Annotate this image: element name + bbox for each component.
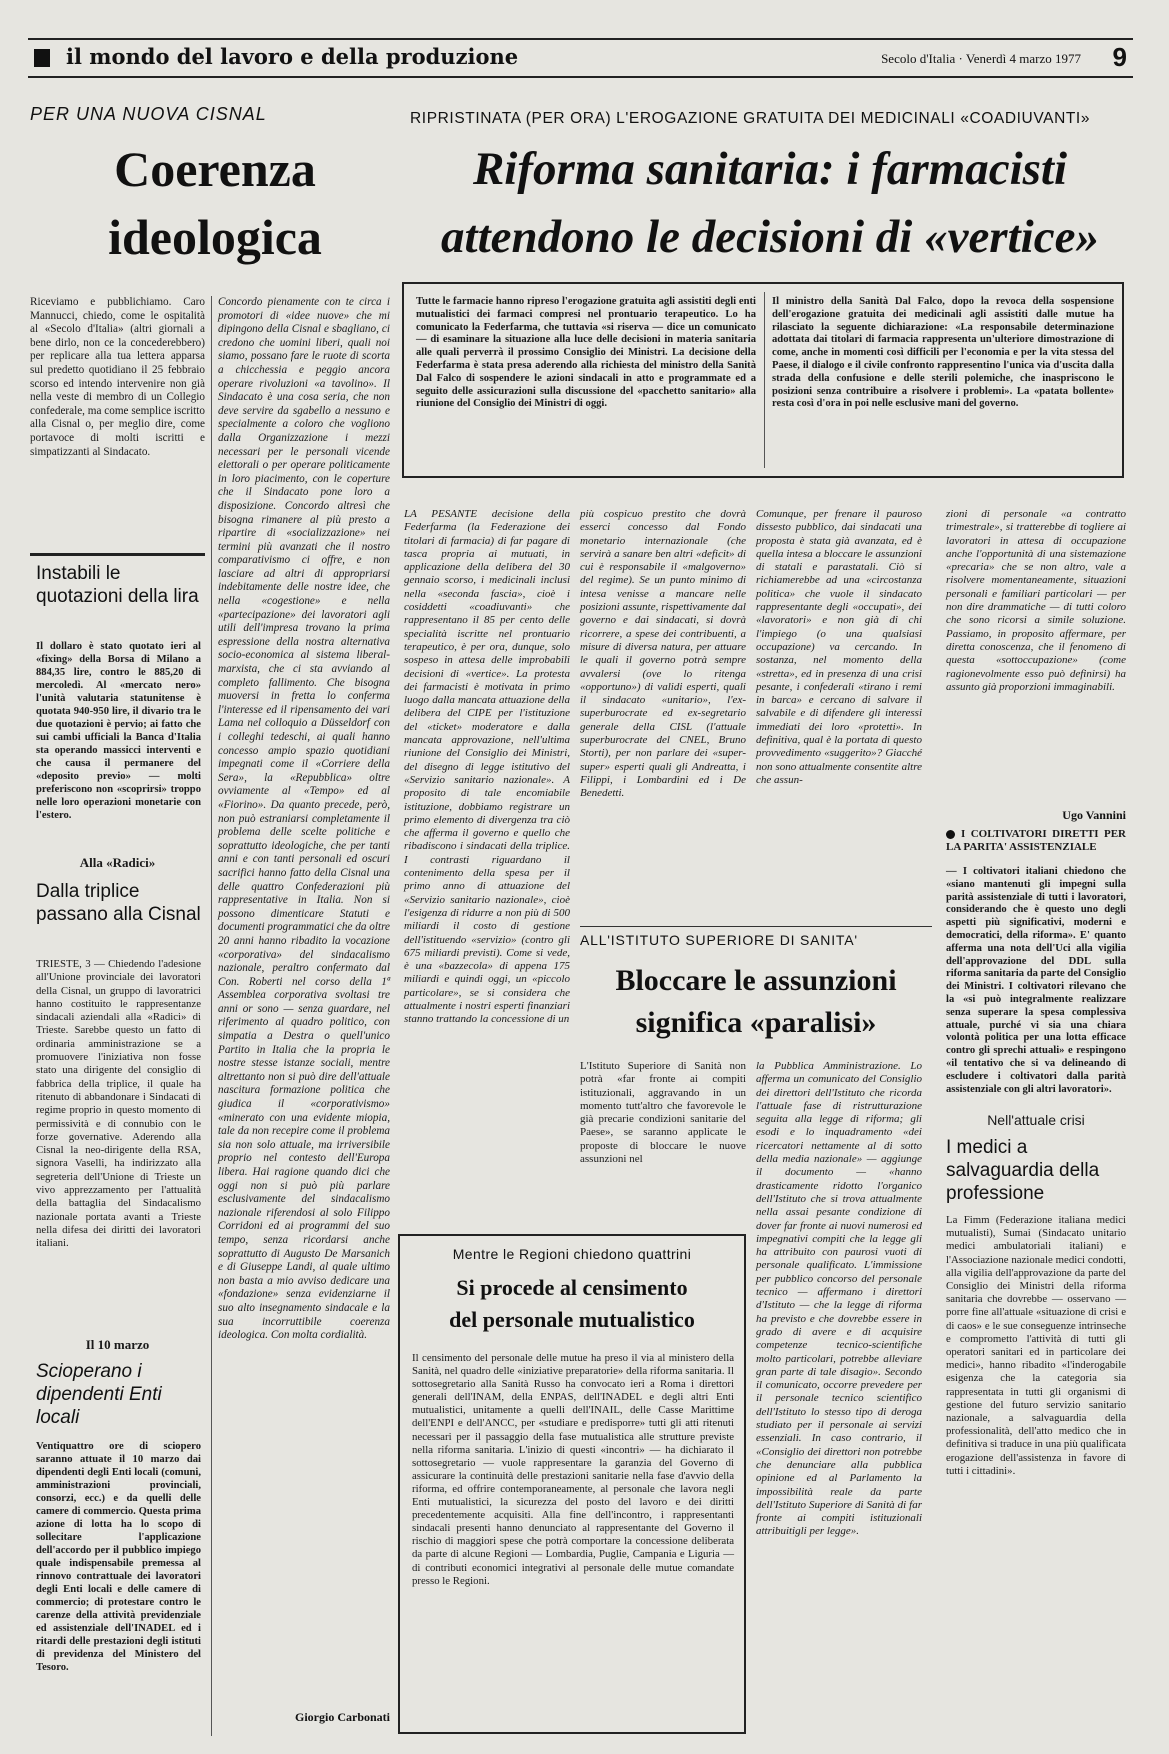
farmacisti-col4-text: zioni di personale «a contratto trimestrale», si tratterebbe di togliere ai lavoratori in attesa di occupazione anche l'opportunità di una sistemazione «precaria» che se non altro, vale a risolvere momentaneamente, situazioni personali e familiari particolari — per non dire drammatiche — di tutti coloro che sono ricorsi a simile soluzione. Passiamo, in proposito affermare, per diretta conoscenza, che il fenomeno di questa «sottoccupazione» (come ragionevolmente esso può definirsi) ha assunto già proporzioni immaginabili.: [946, 508, 1126, 693]
radici-kicker: Alla «Radici»: [79, 855, 156, 870]
coerenza-signature: Giorgio Carbonati: [295, 1710, 390, 1724]
sciopero-title: Scioperano i dipendenti Enti locali: [36, 1361, 162, 1428]
lira-body: Il dollaro è stato quotato ieri al «fixing» della Borsa di Milano a 884,35 lire, contro le 885,20 di mercoledì. Al «mercato nero» l'unità valutaria statunitense è quotata 940-950 lire, il divario tra le due quotazioni è pervio; ai fatto che sui cambi ufficiali la Banca d'Italia sta operando massicci interventi e che causa il permanere del «deposito previo» — molti preferiscono non «scoprirsi» troppo nelle loro operazioni monetarie con l'estero.: [36, 641, 201, 821]
assunzioni-kicker: ALL'ISTITUTO SUPERIORE DI SANITA': [580, 932, 858, 948]
coltivatori-body: — I coltivatori italiani chiedono che «siano mantenuti gli impegni sulla parità assistenziale di tutti i lavoratori, considerando che è questo uno degli aspetti più significativi, moderni e democratici, della riforma». E' quanto afferma una nota dell'Uci alla vigilia dell'approvazione del DDL sulla riforma sanitaria da parte del Consiglio dei Ministri. I coltivatori rilevano che la «si può integralmente realizzare senza superare la spesa complessiva attuale, purché vi sia una chiara volontà politica per una lotta efficace contro gli sprechi attuali» e respingono «il tentativo che si va delineando di escludere i coltivatori dalla parità assistenziale con gli altri lavoratori».: [946, 866, 1126, 1095]
assunzioni-col1: [580, 1060, 746, 1218]
farmacisti-title-line1: Riforma sanitaria: i farmacisti: [472, 143, 1068, 195]
farmacisti-col3: [756, 508, 922, 924]
coerenza-title-line1: Coerenza: [114, 141, 316, 197]
coerenza-col1-text: Riceviamo e pubblichiamo. Caro Mannucci, chiedo, come le ospitalità al «Secolo d'Italia» (altri giornali a bene dirlo, non ce la concederebbero) per replicare alla tua lettera apparsa sul predetto quotidiano il 25 febbraio scorso ed intendo intervenire non già nella veste di membro di un Collegio confederale, ma come semplice iscritto alla Cisnal o, per meglio dire, come portavoce di molti iscritti e simpatizzanti al Sindacato.: [30, 296, 205, 458]
censimento-kicker: Mentre le Regioni chiedono quattrini: [452, 1246, 692, 1262]
coerenza-kicker: PER UNA NUOVA CISNAL: [30, 104, 267, 124]
lira-top-rule: [30, 553, 205, 556]
medici-title: I medici a salvaguardia della professione: [946, 1137, 1100, 1204]
sciopero-body: Ventiquattro ore di sciopero saranno attuate il 10 marzo dai dipendenti degli Enti locali (comuni, amministrazioni provinciali, consorzi, ecc.) e da quelli delle camere di commercio. Questa prima azione di lotta ha lo scopo di sollecitare l'applicazione dell'accordo per il pubblico impiego quale indispensabile premessa al rinnovo contrattuale dei lavoratori degli Enti locali e delle camere di commercio; di protestare contro le carenze della attività previdenziale ed assistenziale dell'INADEL ed i ritardi delle prestazioni degli istituti di previdenza del Ministero del Tesoro.: [36, 1441, 201, 1673]
farmacisti-box-left: Tutte le farmacie hanno ripreso l'erogazione gratuita agli assistiti degli enti mutualistici dei farmaci compresi nel prontuario terapeutico. Lo ha comunicato la Federfarma, che tuttavia «si riserva — dice un comunicato — di esaminare la situazione alla luce delle decisioni in materia sanitaria alle quali perverrà il prossimo Consiglio dei Ministri. La decisione della Federfarma è stata presa aderendo alla richiesta del ministro della Sanità Dal Falco di sospendere le azioni sindacali in atto e programmate ed a seguito delle assicurazioni sulla discussione del «pacchetto sanitario» alla riunione del Consiglio dei Ministri di oggi.: [416, 296, 756, 410]
column-divider: [211, 296, 212, 1736]
farmacisti-box-right: Il ministro della Sanità Dal Falco, dopo la revoca della sospensione dell'erogazione gratuita dei medicinali agli assistiti dalle mutue ha rilasciato la seguente dichiarazione: «La responsabile determinazione adottata dai titolari di farmacia rappresenta un'ulteriore dimostrazione di come, anche in momenti così difficili per l'economia e per la vita stessa del Paese, il dialogo e il civile confronto rappresentino l'unica via d'uscita dalla strada della confusione e delle sterili polemiche, che inaspriscono le posizioni senza contribuire a risolvere i problemi». La «patata bollente» resta così d'ora in poi nelle esclusive mani del governo.: [772, 296, 1114, 410]
coltivatori-title: [946, 828, 1126, 864]
section-title: il mondo del lavoro e della produzione: [66, 44, 519, 69]
masthead: [28, 38, 1133, 78]
section-square-icon: [34, 49, 50, 67]
censimento-title-line2: del personale mutualistico: [449, 1307, 695, 1332]
censimento-title-line1: Si procede al censimento: [456, 1275, 688, 1300]
coerenza-col1: [30, 296, 205, 561]
lira-title: Instabili le quotazioni della lira: [36, 563, 199, 607]
box-divider: [764, 292, 765, 468]
coerenza-title-line2: ideologica: [108, 209, 322, 265]
farmacisti-col1-text: LA PESANTE decisione della Federfarma (la Federazione dei titolari di farmacia) di far pagare di tasca propria ai mutuati, in applicazione della delibera del 30 gennaio scorso, i medicinali inclusi nella «seconda fascia», cioè i cosiddetti «coadiuvanti» che rappresentano il 85 per cento delle specialità iscritte nel prontuario terapeutico, è per ora, dunque, solo sospeso in attesa delle improbabili decisioni di «vertice». La protesta dei farmacisti è motivata in primo luogo dalla mancata attuazione della delibera del CIPE per l'istituzione del «ticket» moderatore e dalla mancata approvazione, nell'ultima riunione del Consiglio dei Ministri, del disegno di legge istitutivo del «Servizio sanitario nazionale». A proposito di tale encomiabile istituzione, dobbiamo registrare un primo elemento di divergenza tra ciò che afferma il governo e quello che ribadiscono i sindacati della triplice. I contrasti riguardano il contenimento della spesa per il primo anno di attuazione del «Servizio sanitario nazionale», cioè l'esigenza di ridurre a non più di 500 miliardi il costo di gestione dell'istituendo «servizio» (contro gli 675 miliardi previsti). Come si vede, è una «bazzecola» di appena 175 miliardi e quindi oggi, un «piccolo particolare», se si considera che attualmente i nostri esperti finanziari stanno trattando la concessione di un: [404, 508, 570, 1026]
coerenza-col2-text: Concordo pienamente con te circa i promotori di «idee nuove» che mi dipingono della Cisnal e sbagliano, ci credono che uomini liberi, quali noi siamo, possano fare le ruote di scorta a chicchessia e peggio ancora operare rivoluzioni «a tavolino». Il Sindacato è una cosa seria, che non deve servire da sgabello a nessuno e specialmente a coloro che vogliono dalla Organizzazione i mezzi necessari per le personali vicende elettorali o per operare politicamente in loro piacimento, con le coperture che il Sindacato pone loro a disposizione. Concordo altresì che bisogna rimanere al più presto a ripartire di «socializzazione» nei termini più avanzati che il nostro comparativismo ci offre, e non lasciare ad altri di appropriarsi indebitamente delle nostre idee, che nella «cogestione» e nella «partecipazione» dei lavoratori agli utili dell'impresa trovano la prima espressione della nostra alternativa socio-economica al sistema liberal-marxista, che ci sta avviando al completo fallimento. Che bisogna muoversi in fretta lo conferma l'interesse ed il ripensamento dei vari Lama nel colloquio a Düsseldorf con i colleghi tedeschi, ai quali hanno concesso ampio spazio quotidiani impegnati come il «Corriere della Sera», la «Repubblica» oltre ovviamente al «Tempo» ed al «Fiorino». Da quanto precede, però, non può estraniarsi completamente il problema delle scelte politiche e soprattutto ideologiche, che per tanti anni e con tanti personali ed oscuri sacrifici hanno fatto della Cisnal una delle quattro Confederazioni più rappresentative in Italia. Non si possono dimenticare Statuti e documenti programmatici che da oltre 20 anni hanno ribadito la vocazione «corporativa» del sindacalismo nazionale, peraltro confermato dal Con. Roberti nel corso della 1ª Assemblea corporativa svoltasi tre anni or sono — senza guardare, nel riferimento al quadro politico, con simpatia a Destra o quell'unico Partito in Italia che la propria le nostre stesse istanze sociali, mentre altrettanto non si può dire dell'attuale nascitura formazione politica che giudica il «corporativismo» «minerato con una evidente miopia, tale da non recepire come il problema sia non solo attuale, ma irriversibile proprio nel contesto dell'Europa libera. Hai ragione quando dici che oggi non si può più parlare esclusivamente del sindacalismo nazionale riferendosi al solo Filippo Corridoni ed ai programmi del suo tempo, senza ricordarsi anche soprattutto di Augusto De Marsanich e di Giuseppe Landi, al quale ultimo non basta a mio avviso dedicare una «fondazione» senza evidenziarne il suo alto insegnamento sindacale e la sua incorruttibile coerenza ideologica. Con molta cordialità.: [218, 296, 390, 1342]
assunzioni-title-line1: Bloccare le assunzioni: [615, 964, 897, 997]
medici-body: La Fimm (Federazione italiana medici mutualisti), Sumai (Sindacato unitario medici ambulatoriali italiani) e l'Associazione nazionale medici condotti, alla vigilia dell'approvazione da parte del Consiglio dei Ministri della riforma sanitaria che dovrebbe — osservano — porre fine all'attuale «situazione di crisi e di caos» e le sue conseguenze intrinseche e comprometto l'attività di tutti gli operatori sanitari ed in particolare dei medici», hanno ribadito «l'inderogabile esigenza che la categoria sia rappresentata in tutti gli organismi di gestione del futuro servizio sanitario nazionale, a salvaguardia della professionalità, dell'atto medico che in definitiva si traduce in una più qualificata erogazione dell'assistenza in favore di tutti i cittadini».: [946, 1214, 1126, 1477]
farmacisti-kicker: RIPRISTINATA (PER ORA) L'EROGAZIONE GRATUITA DEI MEDICINALI «COADIUVANTI»: [410, 110, 1091, 127]
farmacisti-title-line2: attendono le decisioni di «vertice»: [441, 211, 1099, 263]
assunzioni-col2: [756, 1060, 922, 1734]
coerenza-col2: [218, 296, 390, 1708]
medici-kicker: Nell'attuale crisi: [987, 1112, 1085, 1128]
farmacisti-col4: [946, 508, 1126, 758]
sciopero-kicker: Il 10 marzo: [85, 1337, 150, 1352]
radici-title: Dalla triplice passano alla Cisnal: [36, 881, 201, 925]
assunzioni-top-rule: [580, 926, 932, 927]
farmacisti-col2: [580, 508, 746, 924]
page-number: 9: [1112, 42, 1127, 72]
date-line: Secolo d'Italia · Venerdì 4 marzo 1977: [881, 51, 1081, 66]
farmacisti-col3-text: Comunque, per frenare il pauroso dissesto pubblico, dai sindacati una proposta è stata già avanzata, ed è quella intesa a bloccare le assunzioni di statali e parastatali. Ciò si richiamerebbe ad una «circostanza politica» che vuole il sindacato rappresentante degli «occupati», dei «lavoratori» e non già di chi l'impiego (o una qualsiasi occupazione) va cercando. In sostanza, nel momento della «stretta», ed in presenza di una crisi pesante, i confederali «tirano i remi in barca» e cercano di salvare il salvabile e di difendere gli interessi immediati dei loro «protetti». In definitiva, qual è la portata di questo provvedimento «suggerito»? Giacché non sono attualmente consentite altre che assun-: [756, 508, 922, 786]
assunzioni-col1-text: L'Istituto Superiore di Sanità non potrà «far fronte ai compiti istituzionali, aggravando in un momento tutt'altro che favorevole le già precarie condizioni sanitarie del Paese», se saranno applicate le proposte di bloccare le nuove assunzioni nel: [580, 1060, 746, 1166]
radici-body: TRIESTE, 3 — Chiedendo l'adesione all'Unione provinciale dei lavoratori della Cisnal, un gruppo di lavoratrici hanno costituito le rappresentanze sindacali aziendali alla «Radici» di Trieste. Sarebbe questo un fatto di ordinaria amministrazione se a promuovere l'iniziativa non fosse stato una dirigente del consiglio di fabbrica della triplice, il quale ha ritenuto di abbandonare i Sindacati di regime proprio in questo momento di permissività e di connubio con le forze governative. Aderendo alla Cisnal la neo-dirigente della RSA, signora Vaselli, ha indirizzato alla segreteria dell'Unione di Trieste un vivo apprezzamento per l'attualità della battaglia del Sindacalismo nazionale portata avanti a Trieste nella difesa dei diritti dei lavoratori italiani.: [36, 958, 201, 1250]
bullet-icon: [946, 830, 955, 839]
assunzioni-col2-text: la Pubblica Amministrazione. Lo afferma un comunicato del Consiglio dei direttori dell'Istituto che ricorda l'attuale fase di ristrutturazione seguita alla legge di riforma; gli esodi e lo inquadramento «dei ricercatori nettamente al di sotto della media nazionale» — aggiunge il documento — «hanno drasticamente ridotto l'organico dell'Istituto che si trova attualmente nella assai pesante condizione di dover far fronte ai nuovi numerosi ed impegnativi compiti che la legge gli ha attribuito con paurosi vuoti di personale qualificato. L'immissione per pubblico concorso del personale tecnico — affermano i direttori d'Istituto — che la legge di riforma ha previsto e che dovrebbe essere in grado di avere e di acquisire competenze tecnico-scientifiche molto particolari, potrebbe alleviare gran parte di tale disagio». Secondo il comunicato, occorre prevedere per il personale tecnico scientifico dell'Istituto lo stesso tipo di deroga studiato per il personale ai servizi essenziali. In caso contrario, il «Consiglio dei direttori non potrebbe che denunciare alla pubblica opinione ed al Parlamento la impossibilità reale da parte dell'Istituto Superiore di Sanità di far fronte ai compiti istituzionali attribuitigli per legge».: [756, 1060, 922, 1538]
farmacisti-col1: [404, 508, 570, 1026]
farmacisti-col2-text: più cospicuo prestito che dovrà esserci concesso dal Fondo monetario internazionale (che servirà a sanare ben altri «deficit» di cui è responsabile il «malgoverno» del regime). Se un punto minimo di intesa venisse a mancare nelle posizioni assunte, rispettivamente dal governo e dai sindacati, si dovrà ricorrere, a spese dei contribuenti, a misure di diversa natura, per attuare le quali il governo potrà sempre avvalersi (ove lo ritenga «opportuno») di validi esperti, quali il sindacato «unitario», l'ex-superburocrate ed ex-segretario generale della CISL (l'attuale superburocrate del CNEL, Bruno Storti), per non parlare dei «super-super» esperti quali gli Andreatta, i Filippi, i Lombardini ed i De Benedetti.: [580, 508, 746, 800]
censimento-body: Il censimento del personale delle mutue ha preso il via al ministero della Sanità, nel quadro delle «iniziative preparatorie» della riforma sanitaria. Il sottosegretario alla Sanità Russo ha convocato ieri a Roma i direttori generali dell'INAM, della ENPAS, dell'INADEL e degli altri Enti mutualistici, unitamente a quelli dell'INAIL, delle Casse Marittime dell'ENPI e dell'ANCC, per «studiare e predisporre» tutti gli atti ritenuti necessari per il passaggio della fase mutualistica alle strutture previste nella riforma sanitaria. L'inizio di questi «incontri» — ha dichiarato il sottosegretario — vuole rappresentare la garanzia del Governo di assicurare la continuità delle prestazioni sanitarie nella fase d'avvio della riforma, ed offrire contemporaneamente, al personale che lavora negli Enti mutualistici, la sicurezza del posto del lavoro e dei diritti precedentemente acquisiti. Alla fine dell'incontro, i rappresentanti sindacali presenti hanno denunciato al rappresentante del Governo il rischio di maggiori spese che potrà comportare la concessione deliberata da parte di alcune Regioni — Lombardia, Puglie, Campania e Liguria — di contributi economici integrativi al personale delle mutue comandate presso le Regioni.: [412, 1352, 734, 1587]
farmacisti-signature: Ugo Vannini: [1062, 808, 1126, 822]
assunzioni-title-line2: significa «paralisi»: [635, 1006, 877, 1039]
coltivatori-title-text: I COLTIVATORI DIRETTI PER LA PARITA' ASSISTENZIALE: [946, 828, 1126, 853]
